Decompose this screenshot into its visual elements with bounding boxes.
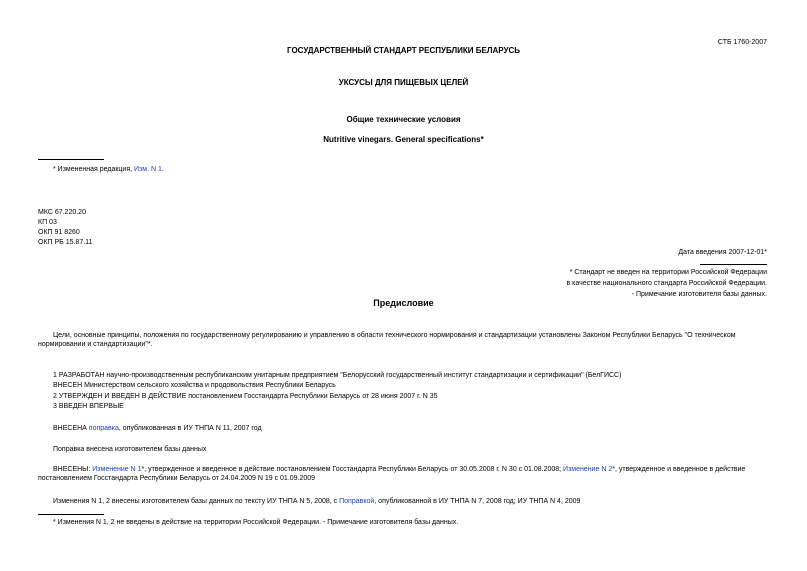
standard-code: СТБ 1760-2007 bbox=[717, 39, 767, 46]
amendments-paragraph bbox=[38, 465, 768, 483]
code-okp-rb: ОКП РБ 15.87.11 bbox=[38, 239, 93, 246]
footnote-2-divider bbox=[38, 514, 104, 515]
introduction-date: Дата введения 2007-12-01* bbox=[678, 249, 767, 256]
document-title: УКСУСЫ ДЛЯ ПИЩЕВЫХ ЦЕЛЕЙ bbox=[338, 78, 469, 87]
foreword-heading: Предисловие bbox=[373, 298, 434, 308]
foreword-paragraph: Цели, основные принципы, положения по государственному регулированию и управлению в области технического нормирования и стандартизации установлены Законом Республики Беларусь "О техническом нормировании и стандартизации"*. bbox=[38, 332, 736, 348]
standard-heading: ГОСУДАРСТВЕННЫЙ СТАНДАРТ РЕСПУБЛИКИ БЕЛАРУСЬ bbox=[287, 46, 520, 55]
amendment-correction-link[interactable]: Поправкой bbox=[339, 498, 375, 505]
note-line-2: в качестве национального стандарта Российской Федерации. bbox=[566, 280, 767, 287]
subtitle-english: Nutritive vinegars. General specifications* bbox=[323, 135, 484, 144]
note-divider bbox=[700, 264, 767, 265]
correction-line bbox=[53, 424, 262, 433]
correction-suffix: , опубликованная в ИУ ТНПА N 11, 2007 год bbox=[118, 425, 262, 432]
note-line-1: * Стандарт не введен на территории Российской Федерации bbox=[569, 269, 767, 276]
changes-line bbox=[53, 497, 580, 506]
correction-prefix: ВНЕСЕНА bbox=[53, 425, 89, 432]
changes-prefix: Изменения N 1, 2 внесены изготовителем базы данных по тексту ИУ ТНПА N 5, 2008, с bbox=[53, 498, 340, 505]
footnote-divider bbox=[38, 159, 104, 160]
code-kp: КП 03 bbox=[38, 219, 57, 226]
item-introduced: ВНЕСЕН Министерством сельского хозяйства и продовольствия Республики Беларусь bbox=[53, 382, 336, 389]
subtitle-russian: Общие технические условия bbox=[346, 115, 461, 124]
footnote-edition bbox=[53, 165, 164, 174]
amendment-1-link[interactable]: Изм. N 1 bbox=[134, 166, 162, 173]
footnote-edition-end: . bbox=[161, 166, 164, 173]
amendments-prefix: ВНЕСЕНЫ: bbox=[53, 466, 93, 473]
footnote-edition-text: * Измененная редакция, bbox=[53, 166, 135, 173]
code-mks: МКС 67.220.20 bbox=[38, 209, 86, 216]
amendment-1-doc-link[interactable]: Изменение N 1 bbox=[92, 466, 142, 473]
amendments-middle: *, утвержденное и введенное в действие постановлением Госстандарта Республики Беларусь от 30.05.2008 г. N 30 с 01.08.2008; bbox=[141, 466, 564, 473]
note-line-3: - Примечание изготовителя базы данных. bbox=[631, 291, 767, 298]
code-okp: ОКП 91 8260 bbox=[38, 229, 80, 236]
changes-suffix: , опубликованной в ИУ ТНПА N 7, 2008 год; ИУ ТНПА N 4, 2009 bbox=[374, 498, 581, 505]
correction-note: Поправка внесена изготовителем базы данных bbox=[53, 446, 207, 453]
amendment-2-doc-link[interactable]: Изменение N 2 bbox=[563, 466, 613, 473]
correction-link[interactable]: поправка bbox=[88, 425, 119, 432]
item-first-time: 3 ВВЕДЕН ВПЕРВЫЕ bbox=[53, 403, 124, 410]
footnote-amendments: * Изменения N 1, 2 не введены в действие на территории Российской Федерации. - Примечание изготовителя базы данных. bbox=[53, 519, 459, 526]
amendments-suffix: *, утвержденное и введенное в действие постановлением Госстандарта Республики Беларусь от 24.04.2009 N 19 с 01.09.2009 bbox=[38, 466, 746, 482]
item-developed: 1 РАЗРАБОТАН научно-производственным республиканским унитарным предприятием "Белорусский государственный институт стандартизации и сертификации" (БелГИСС) bbox=[53, 372, 622, 379]
item-approved: 2 УТВЕРЖДЕН И ВВЕДЕН В ДЕЙСТВИЕ постановлением Госстандарта Республики Беларусь от 28 июня 2007 г. N 35 bbox=[53, 393, 438, 400]
